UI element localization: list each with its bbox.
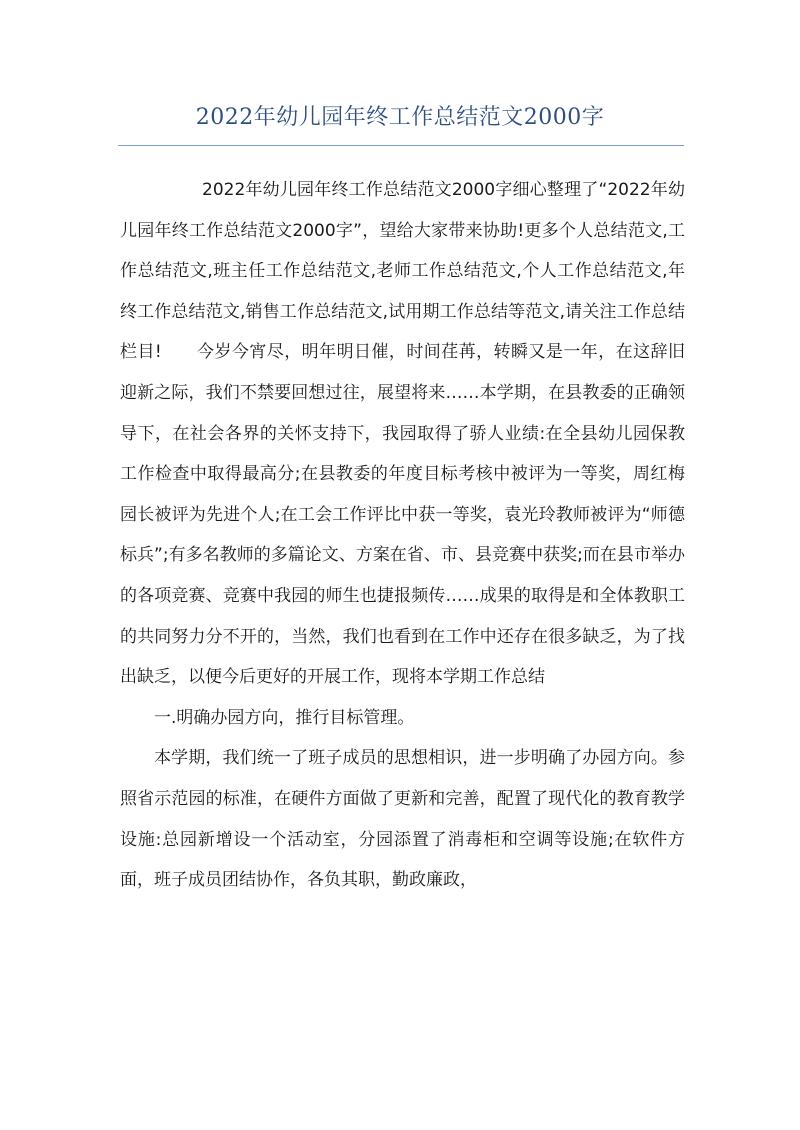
title-underline bbox=[118, 145, 684, 146]
section-paragraph: 本学期，我们统一了班子成员的思想相识，进一步明确了办园方向。参照省示范园的标准，在硬件方面做了更新和完善，配置了现代化的教育教学设施:总园新增设一个活动室，分园添置了消毒柜和空调等设施;在软件方面，班子成员团结协作，各负其职，勤政廉政， bbox=[120, 748, 685, 891]
document-body bbox=[120, 170, 685, 901]
section-heading: 一.明确办园方向，推行目标管理。 bbox=[154, 707, 415, 728]
intro-paragraph: 2022年幼儿园年终工作总结范文2000字细心整理了“2022年幼儿园年终工作总结范文2000字”，望给大家带来协助!更多个人总结范文,工作总结范文,班主任工作总结范文,老师工作总结范文,个人工作总结范文,年终工作总结范文,销售工作总结范文,试用期工作总结等范文,请关注工作总结栏目! 今岁今宵尽，明年明日催，时间荏苒，转瞬又是一年，在这辞旧迎新之际，我们不禁要回想过往，展望将来……本学期，在县教委的正确领导下，在社会各界的关怀支持下，我园取得了骄人业绩:在全县幼儿园保教工作检查中取得最高分;在县教委的年度目标考核中被评为一等奖，周红梅园长被评为先进个人;在工会工作评比中获一等奖，袁光玲教师被评为“师德标兵”;有多名教师的多篇论文、方案在省、市、县竞赛中获奖;而在县市举办的各项竞赛、竞赛中我园的师生也捷报频传……成果的取得是和全体教职工的共同努力分不开的，当然，我们也看到在工作中还存在很多缺乏，为了找出缺乏，以便今后更好的开展工作，现将本学期工作总结 bbox=[120, 180, 685, 688]
document-title: 2022年幼儿园年终工作总结范文2000字 bbox=[195, 105, 605, 130]
